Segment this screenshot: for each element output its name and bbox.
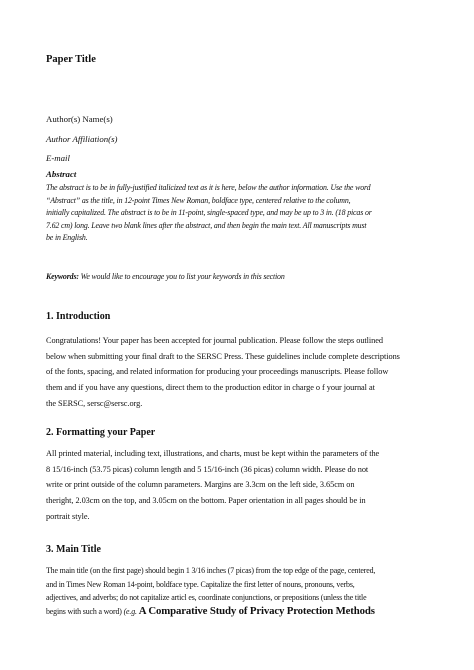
section-body [46,564,434,618]
body-line: The main title (on the first page) should begin 1 3/16 inches (7 picas) from the top edge of the page, centered, [46,566,376,575]
paper-title: Paper Title [46,54,96,65]
section-heading: 1. Introduction [46,311,111,322]
section-heading: 3. Main Title [46,544,101,555]
example-title: A Comparative Study of Privacy Protection Methods [136,604,375,617]
body-line [46,605,434,619]
abstract-body [46,182,430,245]
example-prefix: (e.g. [123,606,137,616]
body-line: adjectives, and adverbs; do not capitalize articl es, coordinate conjunctions, or prepositions (unless the title [46,593,367,603]
body-line-text: begins with such a word) [46,606,124,616]
author-names: Author(s) Name(s) [46,114,113,124]
body-line: theright, 2.03cm on the top, and 3.05cm on the bottom. Paper orientation in all pages should be in [46,496,366,506]
body-line: them and if you have any questions, direct them to the production editor in charge o f your journal at [46,383,375,393]
section-body [46,333,434,412]
keywords-label: Keywords: [46,272,79,281]
body-line: the SERSC, sersc@sersc.org. [46,398,143,408]
body-line: and in Times New Roman 14-point, boldface type. Capitalize the first letter of nouns, pronouns, verbs, [46,579,355,589]
abstract-line: 7.62 cm) long. Leave two blank lines after the abstract, and then begin the main text. All manuscripts must [46,220,367,230]
abstract-line: initially capitalized. The abstract is to be in 11-point, single-spaced type, and may be up to 3 in. (18 picas or [46,208,372,218]
author-affiliation: Author Affiliation(s) [46,133,118,144]
body-line: of the fonts, spacing, and related information for producing your proceedings manuscripts. Please follow [46,367,389,377]
section-body [46,446,434,525]
body-line: 8 15/16-inch (53.75 picas) column length and 5 15/16-inch (36 picas) column width. Please do not [46,464,369,474]
body-line: Congratulations! Your paper has been accepted for journal publication. Please follow the steps outlined [46,336,384,345]
body-line: All printed material, including text, illustrations, and charts, must be kept within the parameters of the [46,449,380,458]
abstract-heading: Abstract [46,169,77,179]
body-line: below when submitting your final draft to the SERSC Press. These guidelines include complete descriptions [46,351,400,361]
keywords [46,272,436,281]
author-block [46,110,117,169]
author-email: E-mail [46,153,70,163]
body-line: write or print outside of the column parameters. Margins are 3.3cm on the left side, 3.65cm on [46,480,355,490]
abstract-line: The abstract is to be in fully-justified italicized text as it is here, below the author information. Use the word [46,183,371,192]
body-line: portrait style. [46,511,90,521]
keywords-text: We would like to encourage you to list your keywords in this section [78,272,285,281]
abstract-line: be in English. [46,233,88,243]
abstract-line: “Abstract” as the title, in 12-point Times New Roman, boldface type, centered relative to the column, [46,195,351,205]
section-heading: 2. Formatting your Paper [46,427,156,438]
